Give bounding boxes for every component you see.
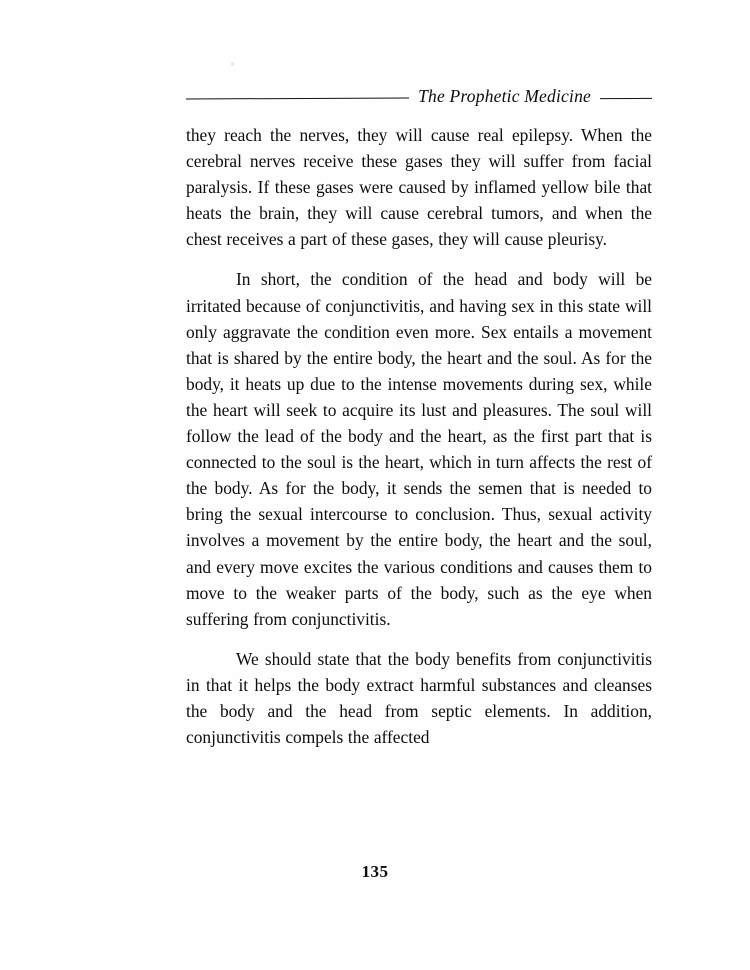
header-rule-left xyxy=(186,97,409,99)
running-head xyxy=(186,84,652,112)
paragraph: We should state that the body benefits from conjunctivitis in that it helps the body extract harmful substances and cleanses the body and the head from septic elements. In addition, conjunctivitis compels the affected xyxy=(186,648,652,748)
running-head-title: The Prophetic Medicine xyxy=(418,86,591,107)
header-rule-right xyxy=(600,97,652,98)
page-number: 135 xyxy=(361,862,389,881)
scan-speck xyxy=(231,62,234,66)
body-text-column xyxy=(186,122,652,750)
paragraph: In short, the condition of the head and body will be irritated because of conjunctivitis, and having sex in this state will only aggravate the condition even more. Sex entails a movement that is shared by the entire body, the heart and the soul. As for the body, it heats up due to the intense movements during sex, while the heart will seek to acquire its lust and pleasures. The soul will follow the lead of the body and the heart, as the first part that is connected to the soul is the heart, which in turn affects the rest of the body. As for the body, it sends the semen that is needed to bring the sexual intercourse to conclusion. Thus, sexual activity involves a movement by the entire body, the heart and the soul, and every move excites the various conditions and causes them to move to the weaker parts of the body, such as the eye when suffering from conjunctivitis. xyxy=(186,269,652,629)
paragraph: they reach the nerves, they will cause real epilepsy. When the cerebral nerves receive these gases they will suffer from facial paralysis. If these gases were caused by inflamed yellow bile that heats the brain, they will cause cerebral tumors, and when the chest receives a part of these gases, they will cause pleurisy. xyxy=(186,125,652,250)
